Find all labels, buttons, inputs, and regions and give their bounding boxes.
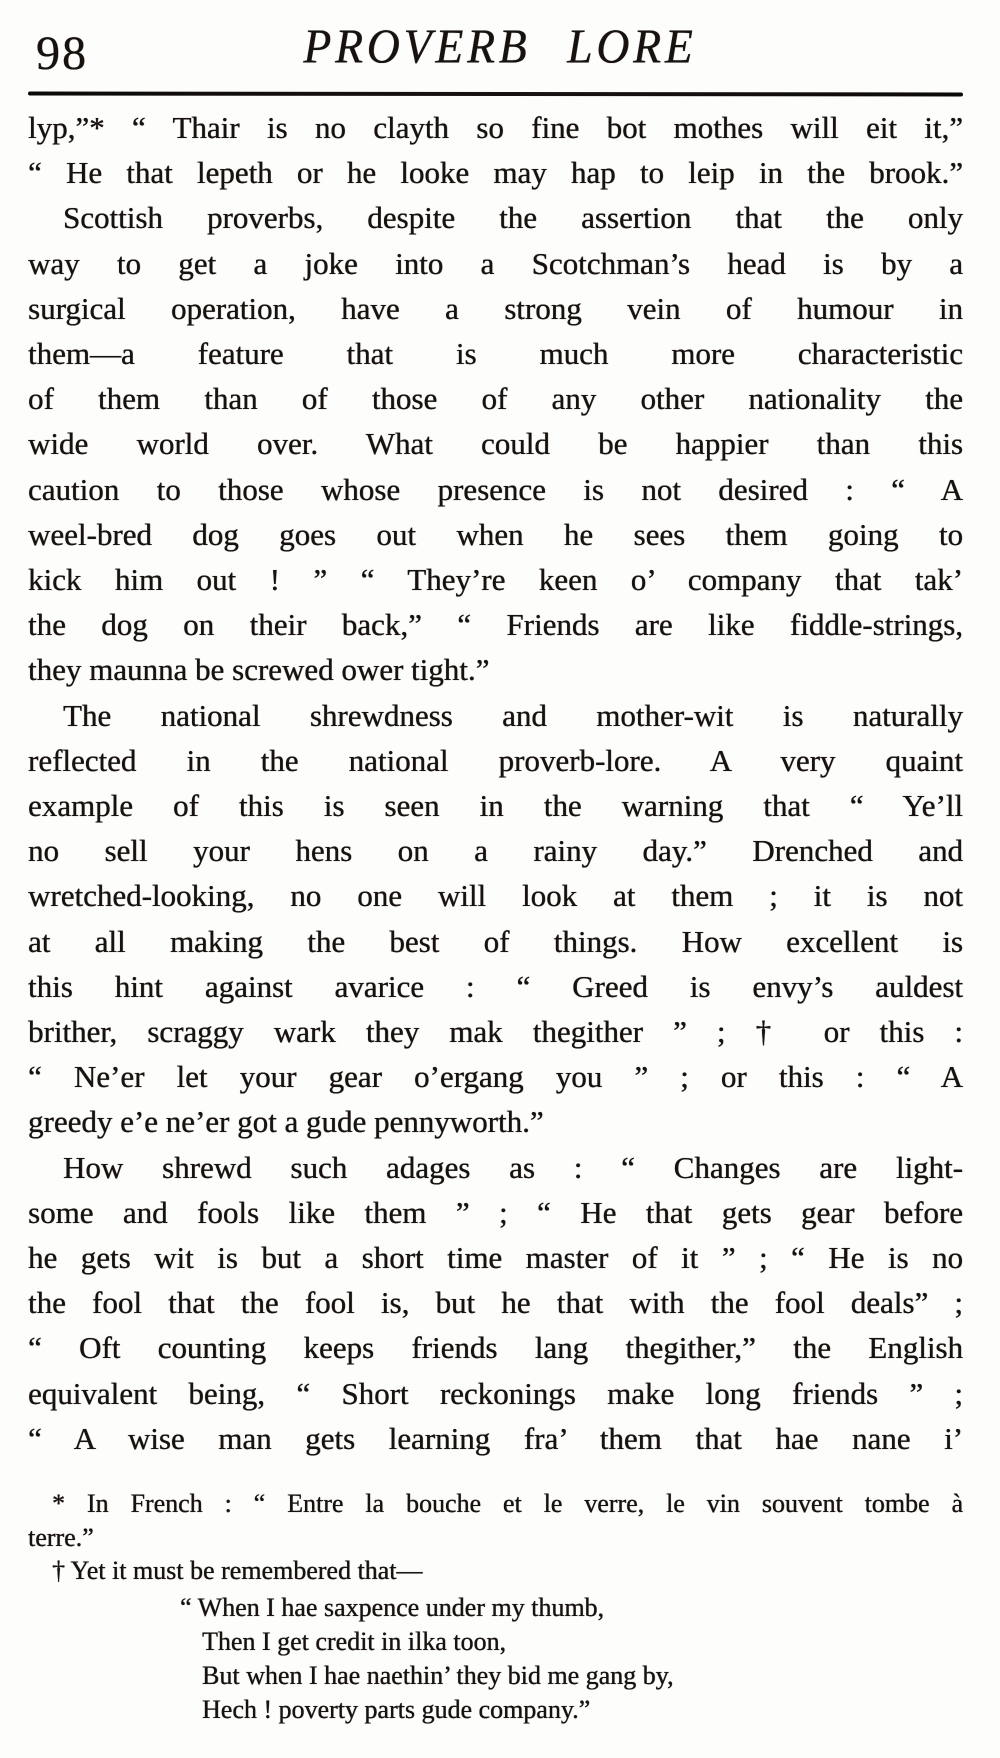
header-rule [28, 92, 963, 97]
body-line: kick him out ! ” “ They’re keen o’ company that tak’ [28, 562, 963, 598]
body-line: “ Oft counting keeps friends lang thegither,” the English [28, 1330, 963, 1366]
body-line: “ A wise man gets learning fra’ them that hae nane i’ [28, 1420, 963, 1456]
body-line: surgical operation, have a strong vein of humour in [28, 290, 963, 326]
verse-line: “ When I hae saxpence under my thumb, [180, 1592, 605, 1622]
body-line: them—a feature that is much more characteristic [28, 336, 963, 372]
verse-line: But when I hae naethin’ they bid me gang by, [202, 1660, 674, 1690]
body-line: wide world over. What could be happier than this [28, 426, 963, 462]
body-line: at all making the best of things. How excellent is [28, 923, 963, 959]
verse-line: Then I get credit in ilka toon, [202, 1626, 506, 1656]
page-number: 98 [36, 27, 88, 80]
body-line: they maunna be screwed ower tight.” [28, 652, 490, 688]
body-line: brither, scraggy wark they mak thegither ” ; † or this : [28, 1014, 963, 1050]
body-line: How shrewd such adages as : “ Changes are light- [63, 1149, 963, 1185]
body-line: The national shrewdness and mother-wit is naturally [63, 697, 963, 733]
running-head-title: PROVERB LORE [303, 19, 697, 75]
footnote-verse [28, 1591, 963, 1727]
body-line: of them than of those of any other nationality the [28, 381, 963, 417]
body-line: no sell your hens on a rainy day.” Drenched and [28, 833, 963, 869]
body-line: equivalent being, “ Short reckonings make long friends ” ; [28, 1375, 963, 1411]
body-text [28, 105, 963, 1461]
body-line: “ Ne’er let your gear o’ergang you ” ; or this : “ A [28, 1059, 963, 1095]
body-line: wretched-looking, no one will look at them ; it is not [28, 878, 963, 914]
body-line: way to get a joke into a Scotchman’s head is by a [28, 245, 963, 281]
footnote-line: * In French : “ Entre la bouche et le verre, le vin souvent tombe à [52, 1489, 963, 1518]
body-line: caution to those whose presence is not desired : “ A [28, 471, 963, 507]
body-line: example of this is seen in the warning that “ Ye’ll [28, 788, 963, 824]
footnote-line: terre.” [28, 1522, 94, 1552]
body-line: reflected in the national proverb-lore. A very quaint [28, 742, 963, 778]
footnote-dagger-intro: † Yet it must be remembered that— [52, 1556, 423, 1585]
body-line: greedy e’e ne’er got a gude pennyworth.” [28, 1104, 544, 1140]
body-line: the dog on their back,” “ Friends are like fiddle-strings, [28, 607, 963, 643]
verse-line: Hech ! poverty parts gude company.” [202, 1694, 591, 1724]
body-line: this hint against avarice : “ Greed is envy’s auldest [28, 968, 963, 1004]
body-line: the fool that the fool is, but he that with the fool deals” ; [28, 1285, 963, 1321]
footnotes [28, 1487, 963, 1727]
body-line: lyp,”* “ Thair is no clayth so fine bot mothes will eit it,” [28, 110, 963, 145]
body-line: “ He that lepeth or he looke may hap to leip in the brook.” [28, 155, 963, 191]
body-line: some and fools like them ” ; “ He that gets gear before [28, 1194, 963, 1230]
footnote-asterisk [28, 1487, 963, 1554]
body-line: he gets wit is but a short time master of it ” ; “ He is no [28, 1240, 963, 1276]
body-line: weel-bred dog goes out when he sees them going to [28, 516, 963, 552]
body-line: Scottish proverbs, despite the assertion that the only [63, 200, 963, 236]
